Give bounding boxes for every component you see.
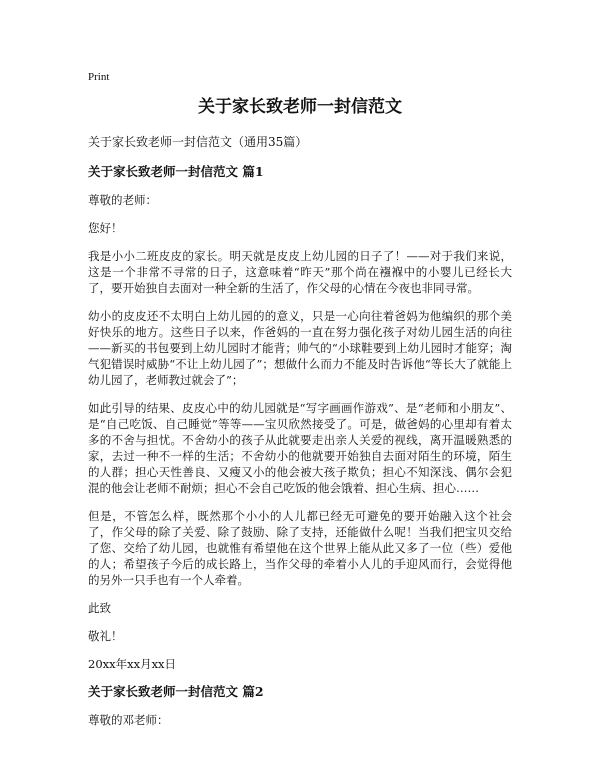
- paragraph-2: 幼小的皮皮还不太明白上幼儿园的的意义，只是一心向往着爸妈为他编织的那个美好快乐的地方。这些日子以来，作爸妈的一直在努力强化孩子对幼儿园生活的向往——新买的书包要到上幼儿园时才能背；帅气的“小球鞋要到上幼儿园时才能穿；淘气犯错误时威胁“不让上幼儿园了”；想做什么而力不能及时告诉他“等长大了就能上幼儿园了，老师教过就会了”；: [88, 309, 512, 387]
- print-link[interactable]: Print: [88, 71, 110, 83]
- section-heading-1: 关于家长致老师一封信范文 篇1: [88, 164, 264, 179]
- document-title: 关于家长致老师一封信范文: [198, 97, 402, 117]
- paragraph-1: 我是小小二班皮皮的家长。明天就是皮皮上幼儿园的日子了！——对于我们来说，这是一个非常不寻常的日子，这意味着“昨天”那个尚在襁褓中的小婴儿已经长大了，要开始独自去面对一种全新的生活了，作父母的心情在今夜也非同寻常。: [88, 249, 512, 295]
- section-heading-2: 关于家长致老师一封信范文 篇2: [88, 684, 264, 699]
- salutation-1: 尊敬的老师：: [88, 193, 157, 207]
- paragraph-4: 但是，不管怎么样，既然那个小小的人儿都已经无可避免的要开始融入这个社会了，作父母的除了关爱、除了鼓励、除了支持，还能做什么呢！当我们把宝贝交给了您、交给了幼儿园，也就惟有希望他在这个世界上能从此又多了一位（些）爱他的人；希望孩子今后的成长路上，当作父母的牵着小人儿的手迎风而行，会觉得他的另外一只手也有一个人牵着。: [88, 509, 512, 587]
- greeting-1: 您好！: [88, 221, 123, 235]
- regards-1: 敬礼！: [88, 629, 123, 643]
- closing-1: 此致: [88, 601, 111, 615]
- salutation-2: 尊敬的邓老师：: [88, 713, 169, 727]
- date-1: 20xx年xx月xx日: [88, 657, 177, 671]
- document-subtitle: 关于家长致老师一封信范文（通用35篇）: [88, 135, 308, 149]
- paragraph-3: 如此引导的结果、皮皮心中的幼儿园就是“写字画画作游戏”、是“老师和小朋友”、是“自己吃饭、自己睡觉”等等——宝贝欣然接受了。可是，做爸妈的心里却有着太多的不舍与担忧。不舍幼小的孩子从此就要走出亲人关爱的视线，离开温暖熟悉的家，去过一种不一样的生活；不舍幼小的他就要开始独自去面对陌生的环境，陌生的人群；担心天性善良、又瘦又小的他会被大孩子欺负；担心不知深浅、偶尔会犯混的他会让老师不耐烦；担心不会自己吃饭的他会饿着、担心生病、担心……: [88, 401, 512, 495]
